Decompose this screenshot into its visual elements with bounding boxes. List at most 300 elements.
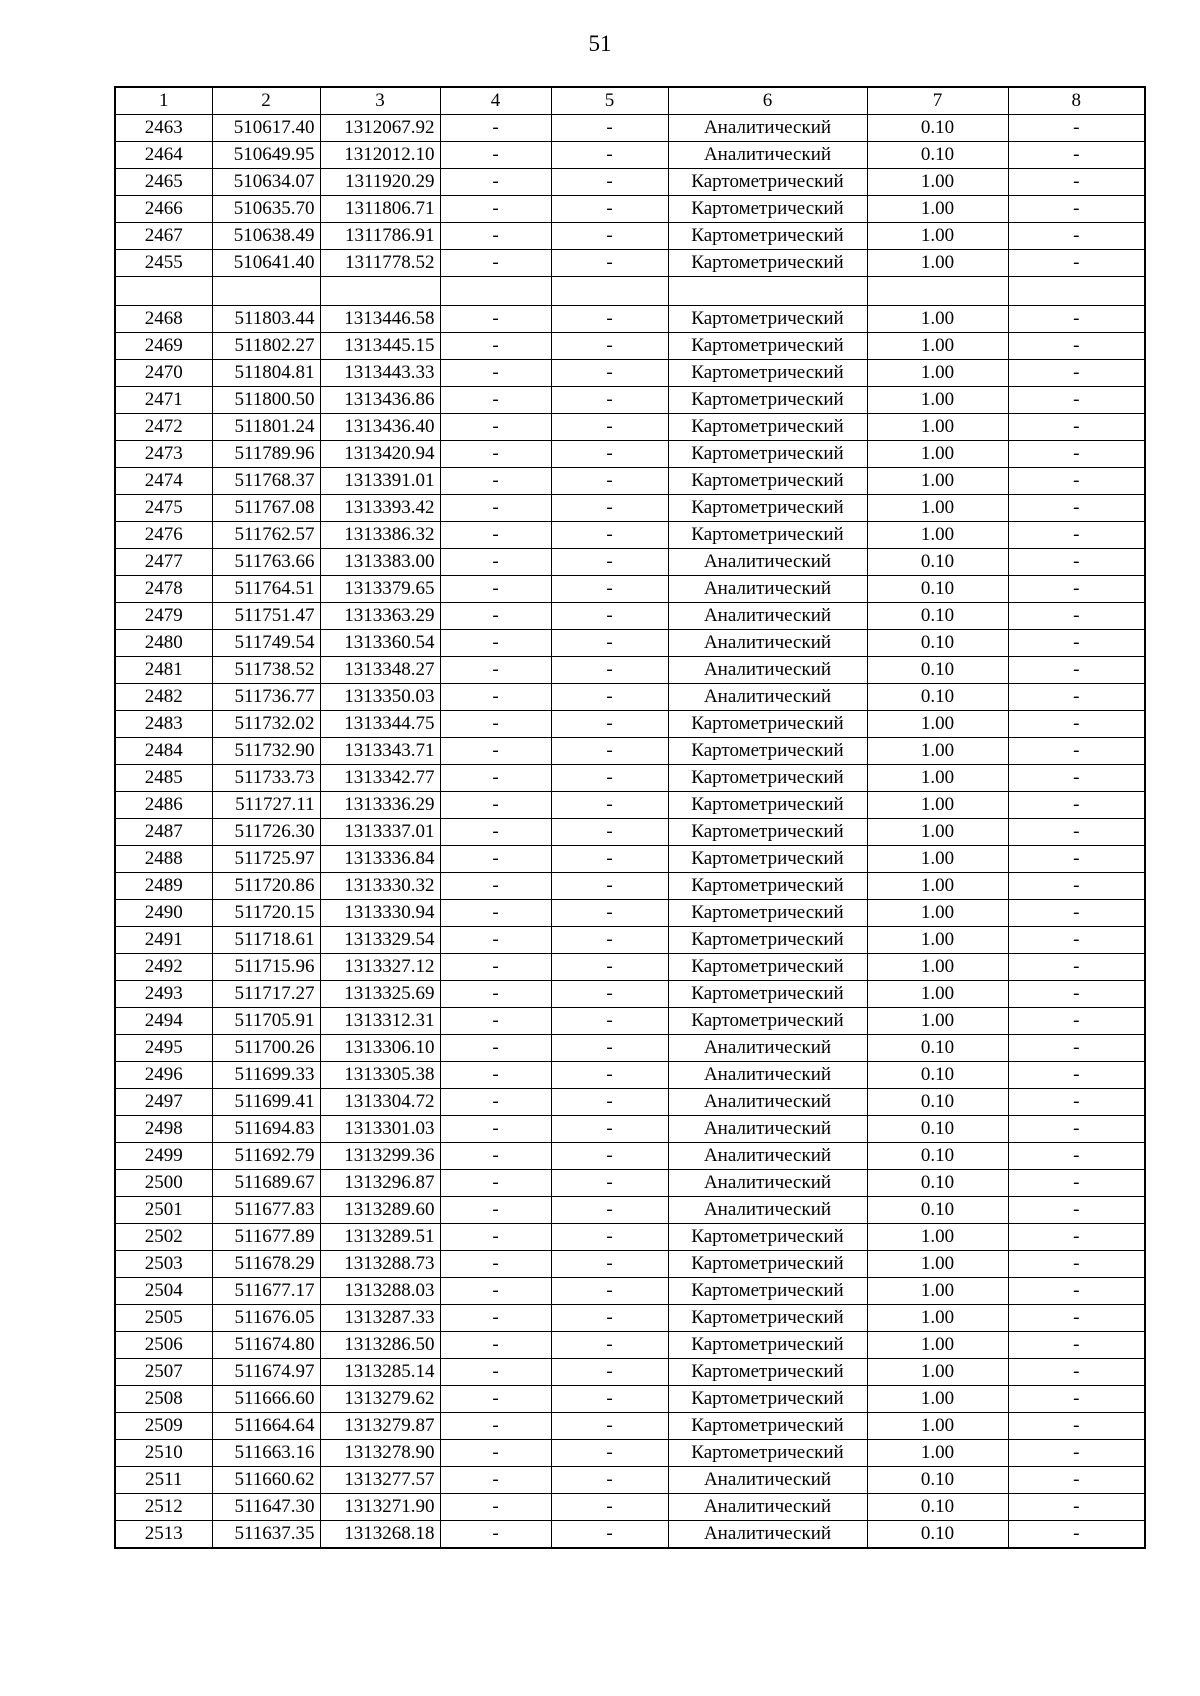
table-cell: -: [1008, 360, 1145, 387]
table-cell: [668, 277, 867, 306]
table-cell: -: [440, 1062, 551, 1089]
table-cell: -: [551, 196, 668, 223]
page-number: 51: [588, 31, 612, 56]
table-cell: Картометрический: [668, 1008, 867, 1035]
table-cell: -: [551, 1413, 668, 1440]
table-cell: -: [551, 819, 668, 846]
table-cell: -: [1008, 1359, 1145, 1386]
table-cell: Аналитический: [668, 1494, 867, 1521]
table-cell: 511768.37: [212, 468, 320, 495]
table-cell: -: [1008, 684, 1145, 711]
table-cell: 1313344.75: [320, 711, 440, 738]
table-cell: 511751.47: [212, 603, 320, 630]
table-cell: 2487: [115, 819, 212, 846]
table-cell: Картометрический: [668, 196, 867, 223]
table-row: [115, 387, 1145, 414]
table-row: [115, 1278, 1145, 1305]
table-row: [115, 250, 1145, 277]
table-cell: -: [440, 549, 551, 576]
table-cell: 1313289.60: [320, 1197, 440, 1224]
table-row: [115, 277, 1145, 306]
table-cell: 511677.17: [212, 1278, 320, 1305]
table-cell: 1.00: [867, 1224, 1008, 1251]
table-cell: -: [440, 306, 551, 333]
table-cell: 510641.40: [212, 250, 320, 277]
table-row: [115, 468, 1145, 495]
table-cell: 511689.67: [212, 1170, 320, 1197]
table-cell: Картометрический: [668, 738, 867, 765]
table-cell: 1313287.33: [320, 1305, 440, 1332]
table-cell: -: [440, 1170, 551, 1197]
table-cell: 2455: [115, 250, 212, 277]
table-cell: Картометрический: [668, 846, 867, 873]
table-cell: 2494: [115, 1008, 212, 1035]
table-cell: 1313271.90: [320, 1494, 440, 1521]
table-row: [115, 414, 1145, 441]
table-cell: -: [440, 765, 551, 792]
table-cell: Аналитический: [668, 630, 867, 657]
table-cell: Аналитический: [668, 1521, 867, 1549]
table-cell: -: [1008, 738, 1145, 765]
table-row: [115, 711, 1145, 738]
table-body: [115, 115, 1145, 1549]
table-cell: -: [551, 1440, 668, 1467]
table-cell: Картометрический: [668, 981, 867, 1008]
table-cell: 1313296.87: [320, 1170, 440, 1197]
table-cell: Аналитический: [668, 1143, 867, 1170]
table-cell: 1.00: [867, 954, 1008, 981]
table-cell: -: [440, 684, 551, 711]
table-cell: 1313289.51: [320, 1224, 440, 1251]
table-cell: 1313277.57: [320, 1467, 440, 1494]
table-cell: -: [440, 115, 551, 142]
table-cell: 1313445.15: [320, 333, 440, 360]
table-cell: 511676.05: [212, 1305, 320, 1332]
table-cell: -: [440, 630, 551, 657]
table-cell: 2481: [115, 657, 212, 684]
table-cell: -: [551, 549, 668, 576]
table-row: [115, 1494, 1145, 1521]
table-cell: Аналитический: [668, 1062, 867, 1089]
table-cell: -: [551, 387, 668, 414]
table-cell: 1.00: [867, 223, 1008, 250]
table-cell: 511720.15: [212, 900, 320, 927]
table-cell: 511677.83: [212, 1197, 320, 1224]
table-row: [115, 630, 1145, 657]
table-row: [115, 169, 1145, 196]
table-cell: -: [1008, 1062, 1145, 1089]
table-cell: -: [551, 306, 668, 333]
table-cell: 1313360.54: [320, 630, 440, 657]
table-cell: -: [551, 1332, 668, 1359]
table-cell: 1313363.29: [320, 603, 440, 630]
table-cell: 1313327.12: [320, 954, 440, 981]
table-cell: -: [551, 1170, 668, 1197]
table-cell: -: [1008, 468, 1145, 495]
table-cell: -: [1008, 223, 1145, 250]
table-cell: -: [440, 1305, 551, 1332]
table-cell: 511647.30: [212, 1494, 320, 1521]
table-cell: Аналитический: [668, 549, 867, 576]
table-cell: -: [440, 196, 551, 223]
table-cell: -: [440, 576, 551, 603]
table-row: [115, 873, 1145, 900]
table-cell: -: [1008, 792, 1145, 819]
table-cell: -: [440, 360, 551, 387]
table-cell: -: [440, 495, 551, 522]
table-cell: Картометрический: [668, 495, 867, 522]
table-cell: -: [551, 1089, 668, 1116]
table-cell: 1.00: [867, 495, 1008, 522]
table-cell: -: [551, 846, 668, 873]
table-cell: 1.00: [867, 711, 1008, 738]
table-cell: 1311786.91: [320, 223, 440, 250]
table-cell: -: [1008, 142, 1145, 169]
column-header: 5: [551, 87, 668, 115]
table-cell: 511736.77: [212, 684, 320, 711]
table-cell: 2473: [115, 441, 212, 468]
table-cell: -: [551, 441, 668, 468]
table-row: [115, 1359, 1145, 1386]
table-row: [115, 1170, 1145, 1197]
table-cell: -: [440, 387, 551, 414]
table-cell: -: [440, 1224, 551, 1251]
table-cell: 510617.40: [212, 115, 320, 142]
column-header: 7: [867, 87, 1008, 115]
table-row: [115, 603, 1145, 630]
table-cell: 1313343.71: [320, 738, 440, 765]
table-cell: 2495: [115, 1035, 212, 1062]
table-cell: 511677.89: [212, 1224, 320, 1251]
table-cell: Картометрический: [668, 1251, 867, 1278]
table-cell: Картометрический: [668, 250, 867, 277]
table-cell: 2484: [115, 738, 212, 765]
table-cell: 1313279.87: [320, 1413, 440, 1440]
table-cell: [115, 277, 212, 306]
table-row: [115, 792, 1145, 819]
table-cell: -: [551, 738, 668, 765]
table-cell: 1313286.50: [320, 1332, 440, 1359]
table-cell: Картометрический: [668, 1332, 867, 1359]
table-cell: -: [440, 603, 551, 630]
table-cell: 2479: [115, 603, 212, 630]
table-cell: 0.10: [867, 1494, 1008, 1521]
table-cell: -: [1008, 115, 1145, 142]
table-cell: Картометрический: [668, 333, 867, 360]
table-cell: 1313436.40: [320, 414, 440, 441]
table-cell: 2499: [115, 1143, 212, 1170]
table-cell: 511720.86: [212, 873, 320, 900]
table-cell: 2493: [115, 981, 212, 1008]
table-cell: -: [440, 1332, 551, 1359]
table-cell: -: [1008, 1251, 1145, 1278]
table-cell: -: [440, 169, 551, 196]
table-cell: Картометрический: [668, 792, 867, 819]
table-cell: 511718.61: [212, 927, 320, 954]
table-cell: -: [551, 873, 668, 900]
table-cell: -: [1008, 819, 1145, 846]
table-cell: 0.10: [867, 1089, 1008, 1116]
table-cell: 2503: [115, 1251, 212, 1278]
table-cell: -: [440, 900, 551, 927]
table-cell: 0.10: [867, 1143, 1008, 1170]
table-cell: 2480: [115, 630, 212, 657]
table-cell: -: [440, 1278, 551, 1305]
table-cell: 511674.80: [212, 1332, 320, 1359]
table-cell: 1313330.32: [320, 873, 440, 900]
table-cell: -: [1008, 1332, 1145, 1359]
table-cell: -: [551, 495, 668, 522]
table-cell: -: [551, 360, 668, 387]
table-cell: Картометрический: [668, 468, 867, 495]
table-cell: 2477: [115, 549, 212, 576]
table-row: [115, 1197, 1145, 1224]
table-cell: -: [440, 414, 551, 441]
table-cell: 1313306.10: [320, 1035, 440, 1062]
table-cell: -: [1008, 1440, 1145, 1467]
table-cell: 511749.54: [212, 630, 320, 657]
table-cell: 1313288.03: [320, 1278, 440, 1305]
table-row: [115, 306, 1145, 333]
table-row: [115, 495, 1145, 522]
table-cell: 1.00: [867, 1305, 1008, 1332]
table-row: [115, 819, 1145, 846]
table-cell: -: [440, 223, 551, 250]
table-cell: Аналитический: [668, 1089, 867, 1116]
table-cell: 511717.27: [212, 981, 320, 1008]
table-cell: 511789.96: [212, 441, 320, 468]
table-row: [115, 1035, 1145, 1062]
table-cell: -: [1008, 441, 1145, 468]
table-cell: -: [551, 1521, 668, 1549]
table-cell: -: [551, 1143, 668, 1170]
table-cell: 0.10: [867, 684, 1008, 711]
table-cell: 511674.97: [212, 1359, 320, 1386]
table-cell: 1313383.00: [320, 549, 440, 576]
table-cell: -: [440, 1251, 551, 1278]
table-cell: -: [551, 169, 668, 196]
table-cell: 510635.70: [212, 196, 320, 223]
table-row: [115, 196, 1145, 223]
table-cell: Картометрический: [668, 873, 867, 900]
table-cell: 1313304.72: [320, 1089, 440, 1116]
table-cell: 1.00: [867, 1008, 1008, 1035]
table-cell: 1313312.31: [320, 1008, 440, 1035]
table-cell: 2501: [115, 1197, 212, 1224]
table-cell: 511694.83: [212, 1116, 320, 1143]
table-cell: Картометрический: [668, 1359, 867, 1386]
table-cell: 511700.26: [212, 1035, 320, 1062]
table-cell: 1.00: [867, 414, 1008, 441]
table-cell: Картометрический: [668, 900, 867, 927]
table-cell: -: [1008, 387, 1145, 414]
table-cell: -: [440, 142, 551, 169]
table-cell: 511763.66: [212, 549, 320, 576]
table-cell: 1.00: [867, 250, 1008, 277]
table-cell: 1313336.29: [320, 792, 440, 819]
table-cell: -: [440, 738, 551, 765]
table-cell: -: [440, 711, 551, 738]
table-cell: -: [551, 1494, 668, 1521]
table-cell: 2471: [115, 387, 212, 414]
table-cell: 511767.08: [212, 495, 320, 522]
table-cell: 2500: [115, 1170, 212, 1197]
table-cell: -: [551, 711, 668, 738]
table-cell: 510649.95: [212, 142, 320, 169]
table-cell: Картометрический: [668, 1224, 867, 1251]
table-row: [115, 1224, 1145, 1251]
table-cell: -: [440, 1467, 551, 1494]
table-cell: 511802.27: [212, 333, 320, 360]
table-cell: -: [551, 1386, 668, 1413]
column-header: 3: [320, 87, 440, 115]
table-cell: 511804.81: [212, 360, 320, 387]
table-cell: Картометрический: [668, 711, 867, 738]
table-cell: Картометрический: [668, 765, 867, 792]
table-cell: -: [551, 1251, 668, 1278]
table-cell: -: [551, 1008, 668, 1035]
table-cell: Аналитический: [668, 115, 867, 142]
table-cell: -: [1008, 765, 1145, 792]
table-row: [115, 927, 1145, 954]
table-cell: 1.00: [867, 765, 1008, 792]
column-header: 4: [440, 87, 551, 115]
table-cell: 1.00: [867, 900, 1008, 927]
table-cell: 1313337.01: [320, 819, 440, 846]
table-cell: 2496: [115, 1062, 212, 1089]
table-cell: -: [1008, 657, 1145, 684]
table-cell: 0.10: [867, 576, 1008, 603]
table-cell: 0.10: [867, 1062, 1008, 1089]
table-cell: 511762.57: [212, 522, 320, 549]
table-cell: 1.00: [867, 819, 1008, 846]
table-cell: 1312012.10: [320, 142, 440, 169]
table-cell: -: [551, 1278, 668, 1305]
table-cell: 0.10: [867, 1521, 1008, 1549]
table-cell: 1313329.54: [320, 927, 440, 954]
table-cell: -: [1008, 1170, 1145, 1197]
table-cell: -: [440, 819, 551, 846]
table-cell: 2482: [115, 684, 212, 711]
table-cell: -: [551, 1305, 668, 1332]
table-cell: -: [1008, 414, 1145, 441]
table-cell: -: [440, 1008, 551, 1035]
table-cell: 2466: [115, 196, 212, 223]
table-cell: 511800.50: [212, 387, 320, 414]
table-cell: -: [1008, 1089, 1145, 1116]
table-cell: -: [551, 142, 668, 169]
table-cell: -: [440, 1143, 551, 1170]
table-cell: 1313420.94: [320, 441, 440, 468]
table-row: [115, 684, 1145, 711]
table-cell: 1312067.92: [320, 115, 440, 142]
table-row: [115, 549, 1145, 576]
table-cell: -: [440, 1359, 551, 1386]
table-cell: -: [440, 468, 551, 495]
table-cell: -: [551, 927, 668, 954]
table-cell: Картометрический: [668, 1413, 867, 1440]
table-cell: 0.10: [867, 657, 1008, 684]
table-cell: -: [1008, 900, 1145, 927]
table-cell: 1313443.33: [320, 360, 440, 387]
table-row: [115, 657, 1145, 684]
table-cell: 1.00: [867, 927, 1008, 954]
table-cell: -: [551, 468, 668, 495]
table-cell: -: [440, 1494, 551, 1521]
table-cell: 1311920.29: [320, 169, 440, 196]
table-cell: [212, 277, 320, 306]
table-cell: 2478: [115, 576, 212, 603]
table-cell: 2505: [115, 1305, 212, 1332]
table-cell: 511678.29: [212, 1251, 320, 1278]
table-cell: -: [551, 576, 668, 603]
table-cell: 1313350.03: [320, 684, 440, 711]
table-cell: [1008, 277, 1145, 306]
table-row: [115, 1116, 1145, 1143]
table-row: [115, 1062, 1145, 1089]
table-cell: 511663.16: [212, 1440, 320, 1467]
table-cell: Картометрический: [668, 169, 867, 196]
table-cell: Аналитический: [668, 576, 867, 603]
table-row: [115, 576, 1145, 603]
table-cell: -: [551, 765, 668, 792]
table-cell: 2485: [115, 765, 212, 792]
table-cell: Картометрический: [668, 1278, 867, 1305]
table-cell: 1.00: [867, 360, 1008, 387]
table-cell: 2463: [115, 115, 212, 142]
table-row: [115, 738, 1145, 765]
table-cell: 1313325.69: [320, 981, 440, 1008]
table-cell: 2510: [115, 1440, 212, 1467]
table-row: [115, 981, 1145, 1008]
table-cell: 510638.49: [212, 223, 320, 250]
table-cell: 1.00: [867, 387, 1008, 414]
table-cell: -: [440, 846, 551, 873]
table-cell: 2513: [115, 1521, 212, 1549]
table-cell: Картометрический: [668, 414, 867, 441]
table-cell: 0.10: [867, 1035, 1008, 1062]
table-row: [115, 115, 1145, 142]
table-cell: 1.00: [867, 1251, 1008, 1278]
table-row: [115, 1386, 1145, 1413]
table-cell: -: [1008, 630, 1145, 657]
table-cell: Картометрический: [668, 1386, 867, 1413]
table-row: [115, 1251, 1145, 1278]
table-cell: -: [551, 1467, 668, 1494]
table-cell: -: [1008, 1386, 1145, 1413]
table-cell: 0.10: [867, 549, 1008, 576]
table-cell: -: [1008, 333, 1145, 360]
table-cell: -: [551, 522, 668, 549]
table-cell: -: [1008, 306, 1145, 333]
table-cell: -: [1008, 250, 1145, 277]
table-cell: 2489: [115, 873, 212, 900]
table-row: [115, 954, 1145, 981]
table-cell: Картометрический: [668, 522, 867, 549]
table-row: [115, 1467, 1145, 1494]
table-cell: Аналитический: [668, 1170, 867, 1197]
table-cell: [551, 277, 668, 306]
table-cell: -: [551, 954, 668, 981]
table-cell: -: [440, 1521, 551, 1549]
table-cell: -: [551, 1359, 668, 1386]
table-row: [115, 1332, 1145, 1359]
table-row: [115, 765, 1145, 792]
table-cell: -: [1008, 1494, 1145, 1521]
table-cell: [867, 277, 1008, 306]
table-cell: -: [440, 522, 551, 549]
table-cell: -: [1008, 522, 1145, 549]
